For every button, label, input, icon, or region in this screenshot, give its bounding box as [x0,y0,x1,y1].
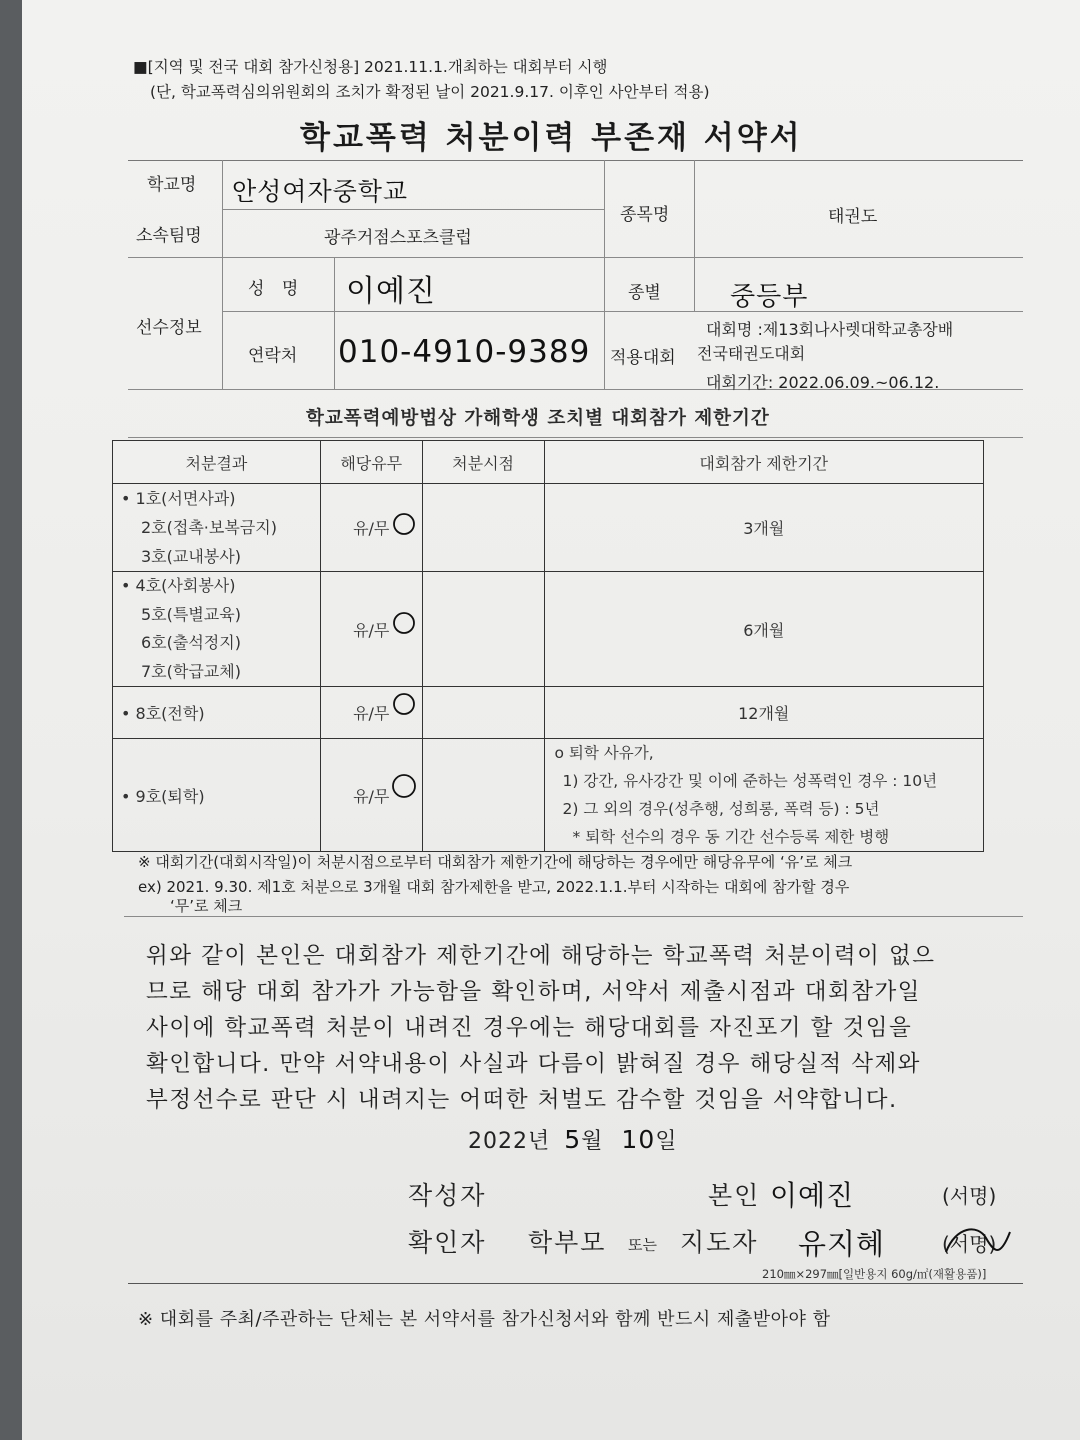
writer-label: 작성자 [408,1181,487,1210]
division-value: 중등부 [730,282,809,312]
confirmer-label: 확인자 [408,1228,487,1257]
header-result: 처분결과 [113,441,321,484]
date-cell [422,484,544,572]
event-name-2: 전국태권도대회 [697,344,806,363]
team-label: 소속팀명 [136,226,202,246]
limit-cell: 12개월 [544,687,983,739]
circle-marks [390,510,420,810]
note-3: ‘무’로 체크 [170,897,243,915]
header-date: 처분시점 [422,441,544,484]
result-line: 2호(접촉·보복금지) [141,518,277,537]
signature-scribble-icon [938,1222,1018,1262]
event-period: 대회기간: 2022.06.09.~06.12. [706,373,940,392]
yn-mark: 유/무 [353,519,390,538]
result-line: 6호(출석정지) [141,633,241,652]
paper-spec: 210㎜×297㎜[일반용지 60g/㎡(재활용품)] [762,1267,987,1281]
coach-name: 유지혜 [798,1227,886,1261]
date-cell [422,687,544,739]
date-day-unit: 일 [655,1129,678,1154]
date-month-value: 5 [564,1125,582,1154]
date-day-value: 10 [621,1125,656,1154]
sport-label: 종목명 [620,205,670,225]
yn-mark: 유/무 [353,620,390,640]
contact-value: 010-4910-9389 [338,334,591,370]
circle-mark-icon [394,694,414,714]
header-limit: 대회참가 제한기간 [544,441,983,484]
yn-mark: 유/무 [353,786,390,806]
result-line: • 4호(사회봉사) [121,576,236,595]
result-line: • 9호(퇴학) [121,786,205,806]
date-cell [422,739,544,852]
footer-note: ※ 대회를 주최/주관하는 단체는 본 서약서를 참가신청서와 함께 반드시 제출받아야 함 [138,1309,831,1330]
date-line [468,1124,678,1155]
punishment-table [112,440,984,852]
self-name: 이예진 [770,1179,855,1212]
header-applicable: 해당유무 [320,441,422,484]
pledge-line: 위와 같이 본인은 대회참가 제한기간에 해당하는 학교폭력 처분이력이 없으 [146,943,936,969]
limit-line: o 퇴학 사유가, [554,744,654,762]
table-row [113,572,984,687]
athlete-info-label: 선수정보 [136,318,202,338]
table-header-row [113,441,984,484]
circle-mark-icon [393,775,415,797]
limit-line: 2) 그 외의 경우(성추행, 성희롱, 폭력 등) : 5년 [562,800,880,818]
limit-line: * 퇴학 선수의 경우 동 기간 선수등록 제한 병행 [572,828,890,846]
pledge-line: 사이에 학교폭력 처분이 내려진 경우에는 해당대회를 자진포기 할 것임을 [146,1015,913,1041]
result-line: 7호(학급교체) [141,661,241,681]
school-label: 학교명 [147,175,197,195]
result-line: • 8호(전학) [121,704,205,723]
table-row [113,687,984,739]
date-month-unit: 월 [581,1129,604,1154]
header-line-2: (단, 학교폭력심의위원회의 조치가 확정된 날이 2021.9.17. 이후인 사안부터 적용) [150,83,710,101]
school-value: 안성여자중학교 [232,177,409,206]
pledge-line: 므로 해당 대회 참가가 가능함을 확인하며, 서약서 제출시점과 대회참가일 [146,979,921,1005]
team-value: 광주거점스포츠클럽 [324,228,472,248]
note-2: ex) 2021. 9.30. 제1호 처분으로 3개월 대회 참가제한을 받고, 2022.1.1.부터 시작하는 대회에 참가할 경우 [138,878,850,896]
parent-label: 학부모 [528,1228,607,1257]
contact-label: 연락처 [248,346,298,366]
sign-label-2: (서명) [942,1232,997,1256]
division-label: 종별 [628,283,661,303]
note-1: ※ 대회기간(대회시작일)이 처분시점으로부터 대회참가 제한기간에 해당하는 경우에만 해당유무에 ‘유’로 체크 [138,853,853,871]
pledge-line: 부정선수로 판단 시 내려지는 어떠한 처벌도 감수할 것임을 서약합니다. [146,1087,898,1113]
self-label: 본인 [708,1181,761,1210]
limit-cell: 6개월 [544,572,983,687]
result-line: 3호(교내봉사) [141,547,241,566]
pledge-paragraph [146,938,936,1118]
document-title: 학교폭력 처분이력 부존재 서약서 [300,120,803,156]
sport-value: 태권도 [828,207,878,227]
header-line-1: ■[지역 및 전국 대회 참가신청용] 2021.11.1.개최하는 대회부터 시행 [133,58,608,76]
circle-mark-icon [394,514,414,534]
limit-line: 1) 강간, 유사강간 및 이에 준하는 성폭력인 경우 : 10년 [562,772,938,790]
section-title: 학교폭력예방법상 가해학생 조치별 대회참가 제한기간 [306,408,770,429]
result-line: 5호(특별교육) [141,604,241,624]
date-cell [422,572,544,687]
event-label: 적용대회 [610,348,676,368]
pledge-line: 확인합니다. 만약 서약내용이 사실과 다름이 밝혀질 경우 해당실적 삭제와 [146,1051,921,1077]
table-row [113,484,984,572]
coach-label: 지도자 [680,1228,759,1257]
event-name: 대회명 :제13회나사렛대학교총장배 [706,320,954,339]
yn-mark: 유/무 [353,704,390,723]
date-year: 2022년 [468,1129,551,1154]
circle-mark-icon [394,613,414,633]
limit-cell: 3개월 [544,484,983,572]
table-row [113,739,984,852]
or-label: 또는 [628,1236,657,1254]
sign-label-1: (서명) [942,1184,997,1208]
name-value: 이예진 [346,274,436,309]
result-line: • 1호(서면사과) [121,489,236,508]
name-label: 성 명 [248,279,305,299]
